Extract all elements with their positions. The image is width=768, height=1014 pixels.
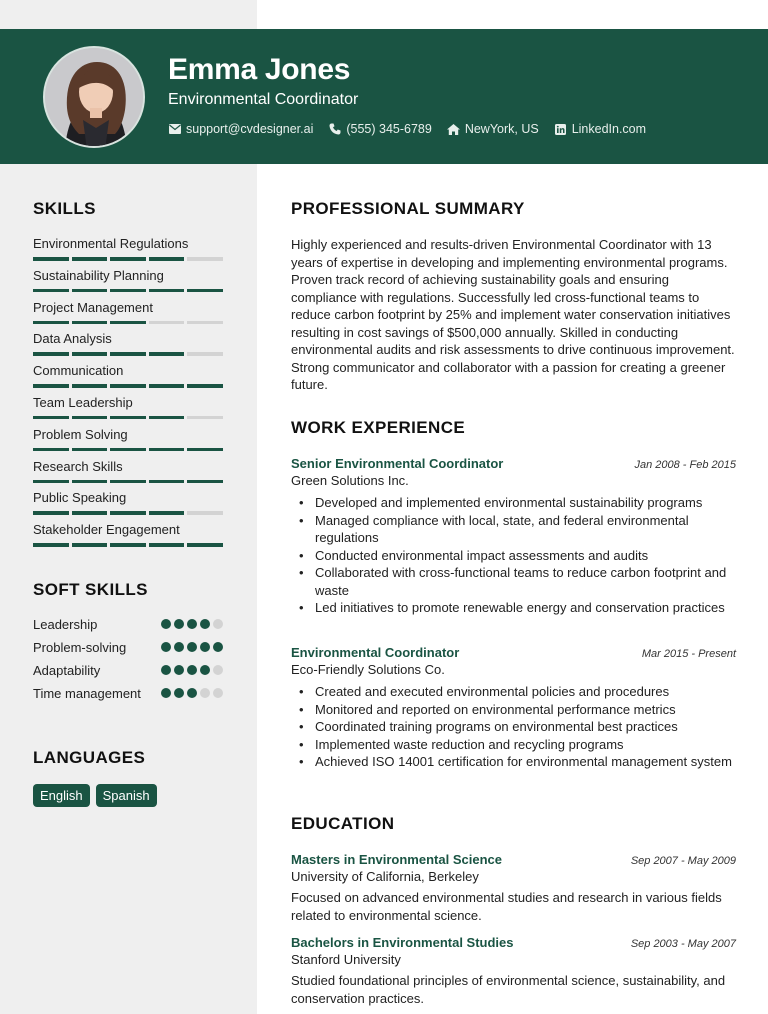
languages-heading: LANGUAGES <box>33 748 146 767</box>
skill-item <box>33 300 223 332</box>
skill-level-segment <box>72 543 108 547</box>
skill-name: Problem Solving <box>33 426 128 442</box>
rating-dot <box>161 642 171 652</box>
job-bullet: • Led initiatives to promote renewable energy and conservation practices <box>299 599 736 617</box>
skills-heading: SKILLS <box>33 199 96 218</box>
skill-level-segment <box>149 448 185 452</box>
education-description: Focused on advanced environmental studies and research in various fields related to environmental science. <box>291 890 722 923</box>
education-description: Studied foundational principles of environmental science, sustainability, and conservation practices. <box>291 973 726 1006</box>
job-bullet: • Coordinated training programs on environmental best practices <box>299 718 736 736</box>
job-bullet: • Managed compliance with local, state, and federal environmental regulations <box>299 512 736 547</box>
skill-level-segment <box>187 321 223 325</box>
contact-linkedin[interactable] <box>554 122 646 136</box>
skill-name: Data Analysis <box>33 331 112 347</box>
skill-level-segment <box>33 352 69 356</box>
contact-phone-text: (555) 345-6789 <box>346 122 432 136</box>
skill-level-segment <box>110 416 146 420</box>
soft-skill-rating <box>161 642 223 652</box>
soft-skill-rating <box>161 619 223 629</box>
rating-dot <box>213 688 223 698</box>
skill-level-segment <box>72 416 108 420</box>
skill-level-meter <box>33 384 223 388</box>
soft-skill-rating <box>161 688 223 698</box>
skill-name: Communication <box>33 363 124 379</box>
skill-level-segment <box>149 384 185 388</box>
job-title: Senior Environmental Coordinator <box>291 456 504 471</box>
skill-level-segment <box>149 289 185 293</box>
rating-dot <box>200 619 210 629</box>
languages-list <box>33 784 157 807</box>
person-name: Emma Jones <box>168 53 351 86</box>
skill-name: Sustainability Planning <box>33 267 164 283</box>
language-badge: Spanish <box>96 784 157 807</box>
skill-level-meter <box>33 511 223 515</box>
skill-item <box>33 268 223 300</box>
job-bullet: • Achieved ISO 14001 certification for environmental management system <box>299 753 736 771</box>
skill-level-segment <box>187 448 223 452</box>
skill-item <box>33 459 223 491</box>
skill-level-meter <box>33 289 223 293</box>
rating-dot <box>174 665 184 675</box>
skill-level-segment <box>72 384 108 388</box>
rating-dot <box>187 642 197 652</box>
skill-level-segment <box>72 511 108 515</box>
skill-level-segment <box>149 352 185 356</box>
job-bullets <box>291 494 736 617</box>
soft-skills-list <box>33 616 223 708</box>
language-badge: English <box>33 784 90 807</box>
education-heading: EDUCATION <box>291 814 395 833</box>
skill-level-segment <box>110 511 146 515</box>
rating-dot <box>174 688 184 698</box>
rating-dot <box>174 619 184 629</box>
skill-level-segment <box>72 289 108 293</box>
job-bullet: • Created and executed environmental policies and procedures <box>299 683 736 701</box>
education-school: University of California, Berkeley <box>291 869 479 884</box>
skill-level-segment <box>33 384 69 388</box>
education-degree: Bachelors in Environmental Studies <box>291 935 514 950</box>
skill-level-segment <box>187 352 223 356</box>
skill-level-meter <box>33 352 223 356</box>
skill-level-meter <box>33 448 223 452</box>
rating-dot <box>174 642 184 652</box>
skill-item <box>33 522 223 554</box>
job-entry <box>291 456 736 617</box>
skill-level-segment <box>72 257 108 261</box>
contact-phone[interactable] <box>328 122 431 136</box>
skill-name: Public Speaking <box>33 490 127 506</box>
skill-level-segment <box>187 511 223 515</box>
skill-item <box>33 363 223 395</box>
job-dates: Jan 2008 - Feb 2015 <box>634 459 736 471</box>
skill-level-segment <box>72 352 108 356</box>
phone-icon <box>328 123 341 136</box>
person-title: Environmental Coordinator <box>168 91 359 108</box>
skill-level-segment <box>33 289 69 293</box>
soft-skill-item <box>33 685 223 702</box>
rating-dot <box>213 642 223 652</box>
rating-dot <box>200 688 210 698</box>
skill-item <box>33 331 223 363</box>
profile-photo <box>43 46 145 148</box>
skill-item <box>33 490 223 522</box>
skill-level-segment <box>187 384 223 388</box>
home-icon <box>447 123 460 136</box>
skill-level-segment <box>110 257 146 261</box>
summary-heading: PROFESSIONAL SUMMARY <box>291 199 525 218</box>
skill-level-segment <box>110 289 146 293</box>
soft-skills-heading: SOFT SKILLS <box>33 580 148 599</box>
skill-level-segment <box>149 480 185 484</box>
skill-level-segment <box>110 384 146 388</box>
skill-level-segment <box>149 511 185 515</box>
summary-text: Highly experienced and results-driven Environmental Coordinator with 13 years of expertise in developing and implementing environmental programs. Proven track record of achieving sustainability goals and ensuring compliance with regulations. Successfully led cross-functional teams to reduce carbon footprint by 25% and implement water conservation initiatives resulting in cost savings of $500,000 annually. Skilled in conducting environmental audits and risk assessments to drive continuous improvement. Strong communicator and collaborator with a passion for creating a greener future. <box>291 237 735 392</box>
soft-skill-name: Time management <box>33 686 141 701</box>
rating-dot <box>161 688 171 698</box>
rating-dot <box>161 665 171 675</box>
rating-dot <box>187 688 197 698</box>
skill-level-segment <box>110 543 146 547</box>
skills-list <box>33 236 223 554</box>
rating-dot <box>200 665 210 675</box>
job-title: Environmental Coordinator <box>291 645 460 660</box>
job-company: Green Solutions Inc. <box>291 473 409 488</box>
rating-dot <box>213 665 223 675</box>
soft-skill-name: Leadership <box>33 617 98 632</box>
skill-level-segment <box>72 448 108 452</box>
skill-level-segment <box>33 543 69 547</box>
linkedin-icon <box>554 123 567 136</box>
skill-level-segment <box>110 321 146 325</box>
envelope-icon <box>168 123 181 136</box>
skill-item <box>33 395 223 427</box>
rating-dot <box>213 619 223 629</box>
job-bullet: • Developed and implemented environmental sustainability programs <box>299 494 736 512</box>
skill-level-segment <box>33 416 69 420</box>
job-bullet: • Conducted environmental impact assessments and audits <box>299 547 736 565</box>
skill-level-segment <box>187 480 223 484</box>
skill-level-segment <box>33 511 69 515</box>
skill-level-meter <box>33 321 223 325</box>
contact-email[interactable] <box>168 122 313 136</box>
skill-level-meter <box>33 416 223 420</box>
skill-level-segment <box>33 321 69 325</box>
contact-location-text: NewYork, US <box>464 122 539 136</box>
education-entry <box>291 852 736 924</box>
job-bullet: • Monitored and reported on environmental performance metrics <box>299 701 736 719</box>
skill-level-segment <box>149 543 185 547</box>
education-dates: Sep 2003 - May 2007 <box>630 938 736 950</box>
skill-level-segment <box>72 321 108 325</box>
skill-level-meter <box>33 480 223 484</box>
skill-level-segment <box>149 416 185 420</box>
skill-name: Project Management <box>33 299 153 315</box>
contact-location <box>447 122 539 136</box>
soft-skill-item <box>33 639 223 656</box>
education-degree: Masters in Environmental Science <box>291 852 502 867</box>
rating-dot <box>200 642 210 652</box>
job-dates: Mar 2015 - Present <box>641 648 736 660</box>
skill-level-segment <box>110 448 146 452</box>
skill-item <box>33 427 223 459</box>
skill-level-meter <box>33 543 223 547</box>
rating-dot <box>187 665 197 675</box>
job-company: Eco-Friendly Solutions Co. <box>291 662 445 677</box>
skill-level-segment <box>187 543 223 547</box>
soft-skill-rating <box>161 665 223 675</box>
skill-level-segment <box>110 352 146 356</box>
skill-name: Environmental Regulations <box>33 236 189 251</box>
rating-dot <box>161 619 171 629</box>
education-dates: Sep 2007 - May 2009 <box>630 855 736 867</box>
experience-heading: WORK EXPERIENCE <box>291 418 466 437</box>
skill-level-segment <box>33 480 69 484</box>
soft-skill-item <box>33 616 223 633</box>
skill-level-meter <box>33 257 223 261</box>
contact-email-text: support@cvdesigner.ai <box>186 122 314 136</box>
skill-level-segment <box>187 257 223 261</box>
skill-level-segment <box>72 480 108 484</box>
skill-name: Stakeholder Engagement <box>33 522 180 538</box>
soft-skill-name: Adaptability <box>33 663 101 678</box>
job-entry <box>291 645 736 771</box>
education-entry <box>291 935 736 1007</box>
skill-name: Team Leadership <box>33 394 133 410</box>
skill-level-segment <box>187 289 223 293</box>
skill-level-segment <box>149 321 185 325</box>
skill-item <box>33 236 223 268</box>
job-bullet: • Collaborated with cross-functional teams to reduce carbon footprint and waste <box>299 564 736 599</box>
job-bullet: • Implemented waste reduction and recycling programs <box>299 736 736 754</box>
job-bullets <box>291 683 736 771</box>
skill-level-segment <box>33 257 69 261</box>
education-school: Stanford University <box>291 952 401 967</box>
contact-linkedin-text: LinkedIn.com <box>571 122 647 136</box>
soft-skill-name: Problem-solving <box>33 640 127 655</box>
rating-dot <box>187 619 197 629</box>
skill-level-segment <box>149 257 185 261</box>
skill-name: Research Skills <box>33 458 123 474</box>
soft-skill-item <box>33 662 223 679</box>
skill-level-segment <box>33 448 69 452</box>
skill-level-segment <box>187 416 223 420</box>
contact-bar <box>168 122 661 136</box>
skill-level-segment <box>110 480 146 484</box>
